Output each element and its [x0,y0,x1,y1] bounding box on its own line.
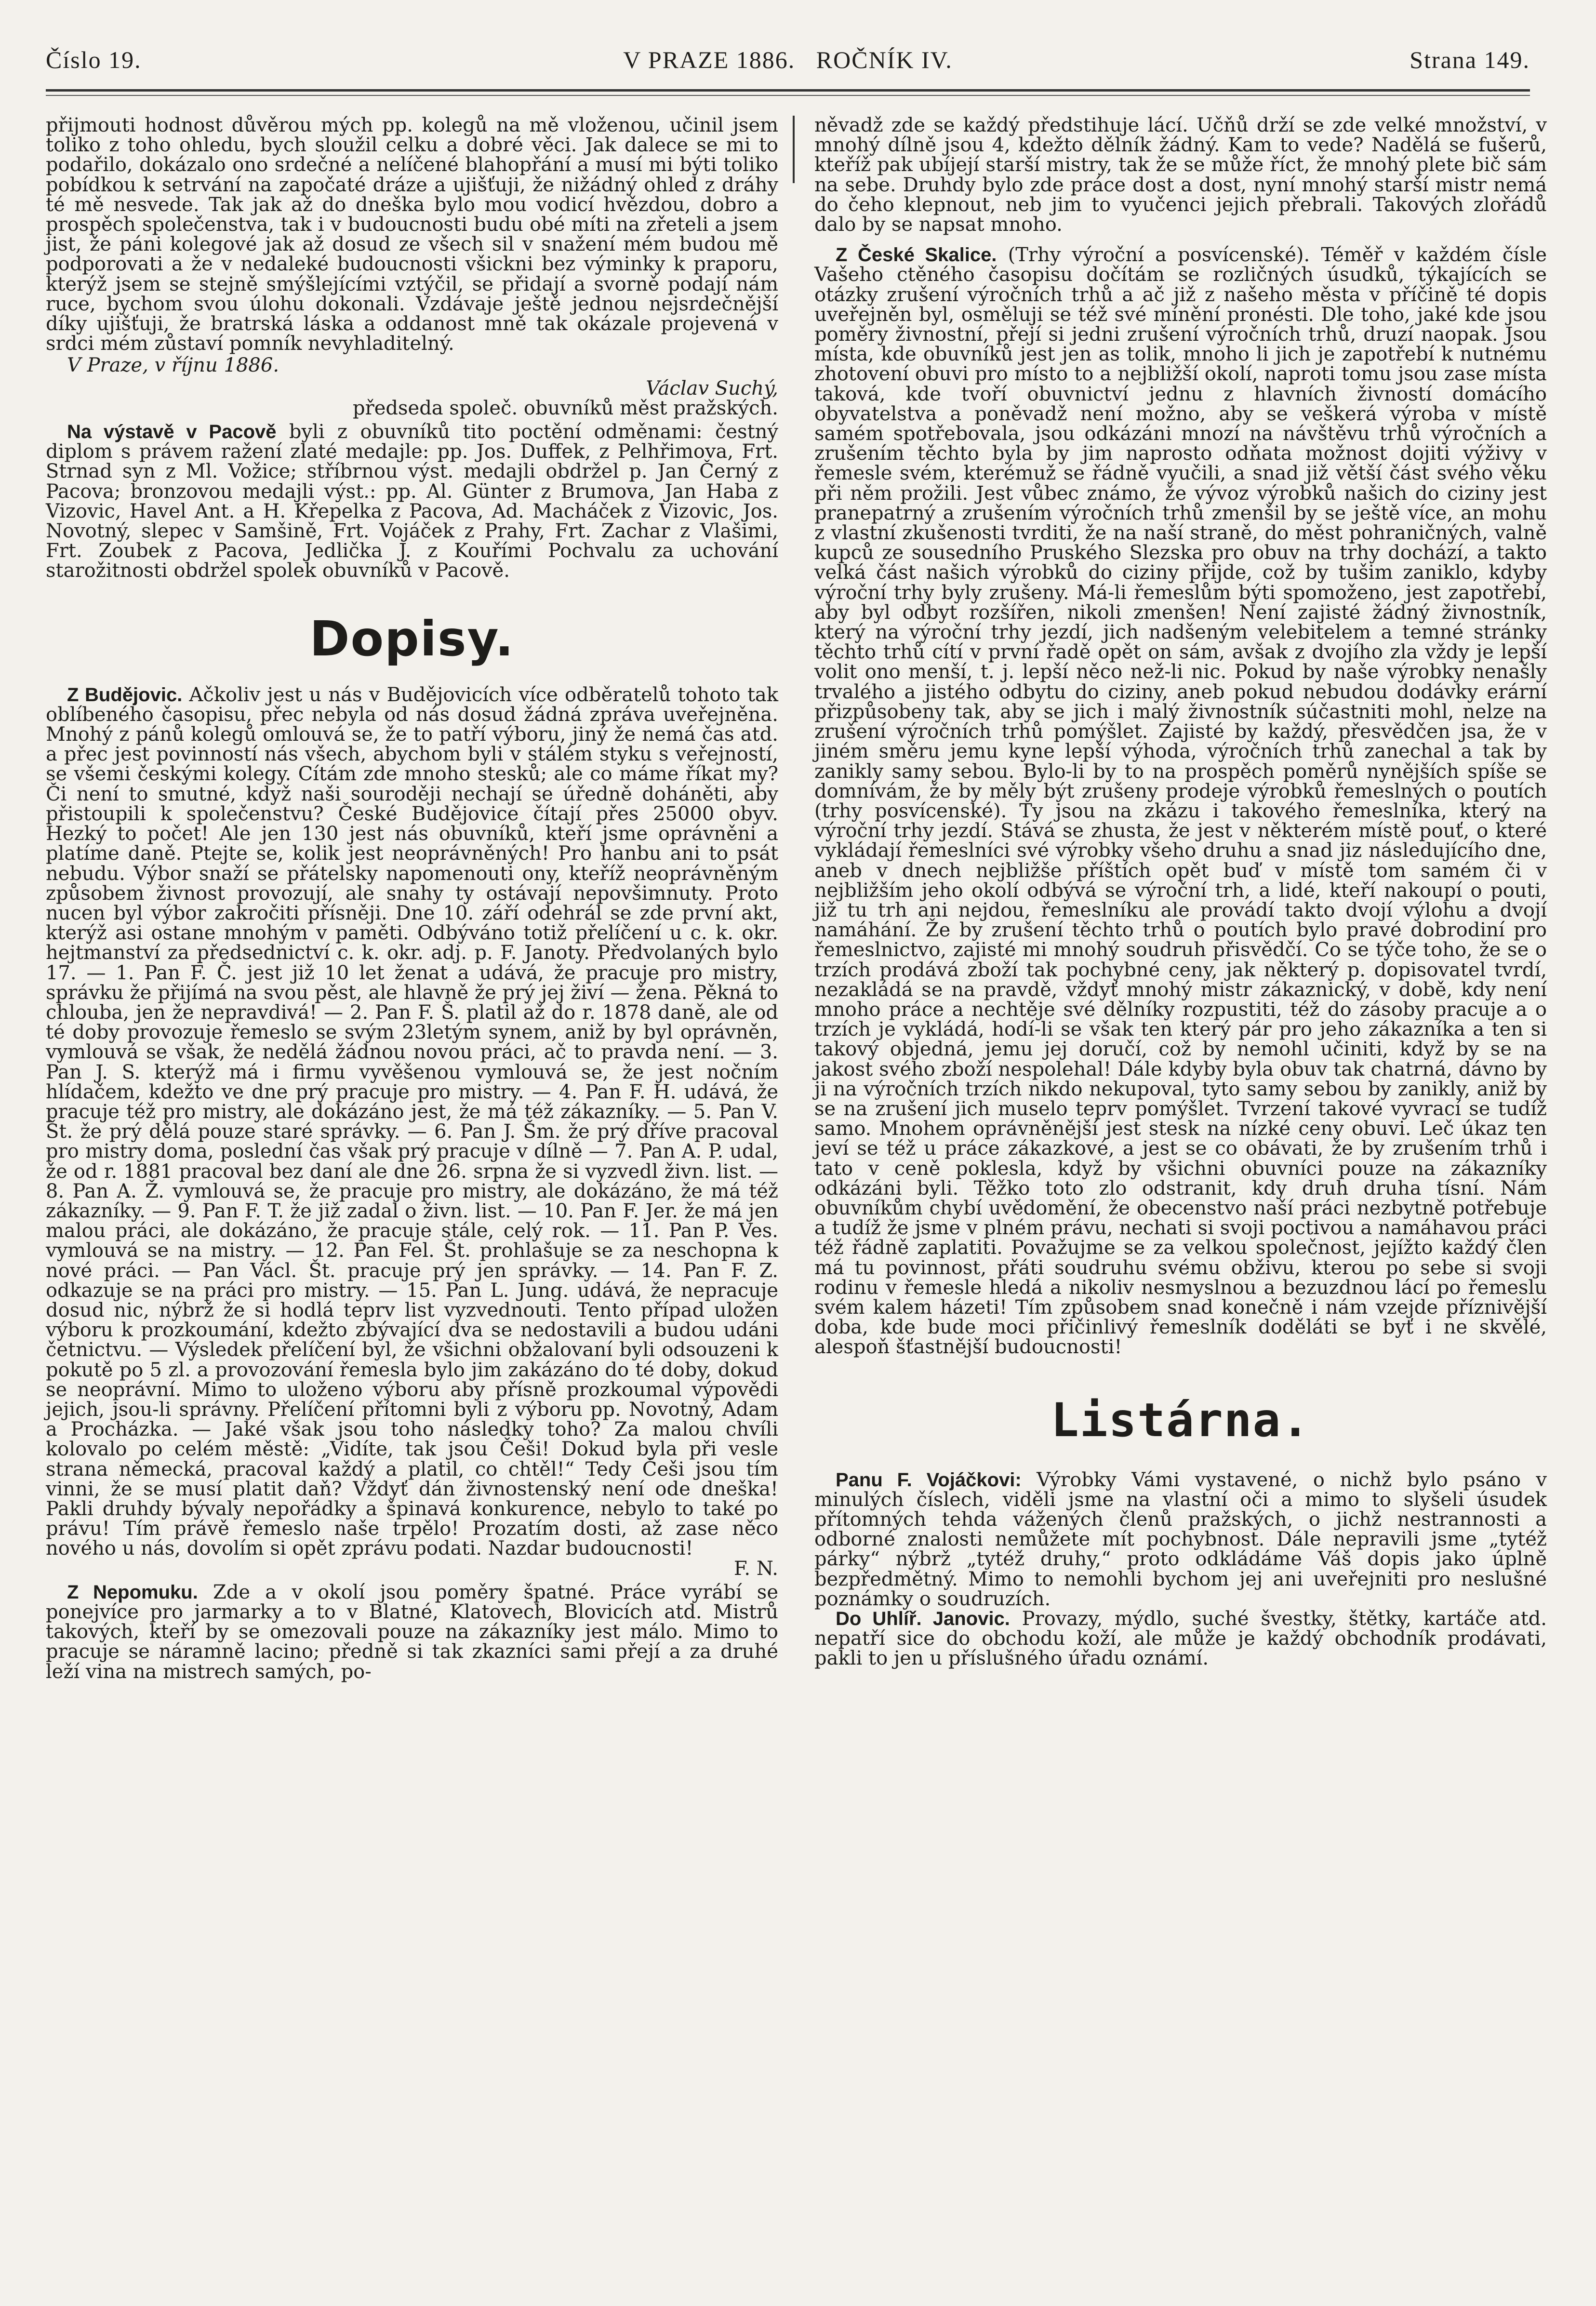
signature-title: předseda společ. obuvníků měst pražských. [352,397,778,419]
budejovice-heading: Z Budějovic. [67,684,183,706]
uhlir-text: Provazy, mýdlo, suché švestky, štětky, kartáče atd. nepatří sice do obchodu koží, ale může je každý obchodník prodávati, pakli to jen u příslušného úřadu oznámí. [814,1608,1547,1670]
uhlir-heading: Do Uhlíř. Janovic. [836,1608,1010,1630]
right-column [814,116,1547,1669]
letter-date: V Praze, v říjnu 1886. [67,354,279,377]
header-rule [46,89,1530,92]
page-number: Strana 149. [1410,46,1530,73]
section-title-dopisy: Dopisy. [309,610,515,667]
vojacek-text: Výrobky Vámi vystavené, o nichž bylo psáno v minulých číslech, viděli jsme na vlastní oči a mimo to slyšeli úsudek přítomných tehda vážených členů pražských, o jichž nestrannosti a odborné znalosti nemůžete mít pochybnost. Dále nepravili jsme „tytéž párky“ nýbrž „tytéž druhy,“ proto odkládáme Váš dopis jako úplně bezpředmětný. Mimo to nemohli bychom jej ani uveřejniti pro neslušné poznámky o soudruzích. [814,1468,1547,1610]
skalice-letter [814,245,1547,1357]
letter-signature: Václav Suchý, [646,377,778,400]
exhibition-heading: Na výstavě v Pacově [67,421,277,443]
budejovice-letter [46,685,778,1559]
header-rule-thin [46,95,1530,96]
budejovice-signature: F. N. [733,1557,778,1580]
skalice-text: (Trhy výroční a posvícenské). Téměř v každém čísle Vašeho ctěného časopisu dočítám se rozličných úsudků, týkajících se otázky zrušení výročních trhů a ač již z našeho města v příčině té dopis uveřejněn byl, osměluji se též své mínění pronésti. Dle toho, jaké kde jsou poměry živnostní, přejí si jedni zrušení výročních trhů, druzí naopak. Jsou místa, kde obuvníků jest jen as tolik, mnoho li jich je zapotřebí k nutnému zhotovení obuvi pro místo to a nejbližší okolí, naproti tomu jsou zase místa taková, kde tvoří obuvnictví jednu z hlavních živností domácího obyvatelstva a poněvadž není možno, aby se veškerá výroba v místě samém spotřebovala, jsou odkázáni mnozí na návštěvu trhů výročních a zrušením těchto byla by jim naprosto odňata možnost dojiti výživy v řemesle svém, kterémuž se řádně vyučili, a snad již větší část svého věku při něm prožili. Jest vůbec známo, že vývoz výrobků našich do ciziny jest pranepatrný a zrušením výročních trhů zmenšil by se ještě více, an mohu z vlastní zkušenosti tvrditi, že na naší straně, do měst pohraničných, valně kupců ze sousedního Pruského Slezska pro obuv na trhy dochází, a takto velká část našich výrobků do ciziny přijde, což by tušim zaniklo, kdyby výroční trhy byly zrušeny. Má-li řemeslům býti spomoženo, jest zapotřebí, aby byl odbyt rozšířen, nikoli zmenšen! Není zajisté žádný živnostník, který na výroční trhy jezdí, jich nadšeným velebitelem a temné stránky těchto trhů cítí v první řadě opět on sám, avšak z dvojího zla vždy je lepší volit ono menší, t. j. lepší něco než-li nic. Pokud by naše výrobky nenašly trvalého a jistého odbytu do ciziny, aneb pokud nebudou dodávky erární přizpůsobeny tak, aby se jich i malý živnostník súčastniti mohl, nelze na zrušení výročních trhů pomýšlet. Zajisté by každý, přesvědčen jsa, že v jiném směru jemu kyne lepší výhoda, výročních trhů zanechal a tak by zanikly samy sebou. Bylo-li by to na prospěch poměrů nynějších spíše se domnívám, že by měly být zrušeny prodeje výrobků řemeslných o poutích (trhy posvícenské). Ty jsou na zkázu i takového řemeslníka, který na výroční trhy jezdí. Stává se zhusta, že jest v některém místě pouť, o které vykládají řemeslníci své výrobky všeho druhu a snad jiz následujícího dne, aneb v dnech nejbližše příštích opět buď v místě tom samém či v nejbližším jeho okolí odbývá se výroční trh, a lidé, kteří nakoupí o pouti, již tu trh ani nejdou, řemeslníku ale provádí takto dvojí výlohu a dvojí namáhání. Že by zrušení těchto trhů o poutích bylo pravé dobrodiní pro řemeslnictvo, zajisté mi mnohý soudruh přisvědčí. Co se týče toho, že se o trzích prodává zboží tak pochybné ceny, jak některý p. dopisovatel tvrdí, nezakládá se na pravdě, vždyť mnohý mistr zákaznický, v době, kdy není mnoho práce a nechtěje své dělníky rozpustiti, též do zásoby pracuje a o trzích je vykládá, hodí-li se však ten který pár pro jeho zákazníka a ten si takový objedná, jemu jej doručí, což by nemohl učiniti, když by se na jakost svého zboží nespolehal! Dále kdyby byla obuv tak chatrná, dávno by ji na výročních trzích nikdo nekupoval, tyto samy sebou by zanikly, aniž by se na zrušení jich muselo teprv pomýšlet. Tvrzení takové vyvrací se tudíž samo. Mnohem oprávněnější jest stesk na nízké ceny obuvi. Leč úkaz ten jeví se též u práce zákazkové, a jest se co obávati, že by zrušením trhů i tato v ceně poklesla, když by všichni obuvníci pouze na zákazníky odkázáni byli. Těžko toto zlo odstranit, kdy druh druha tísní. Nám obuvníkům chybí uvědomění, že obecenstvo naší práci nezbytně potřebuje a tudíž že jsme v plném právu, nechati si svoji poctivou a namáhavou práci též řádně zaplatiti. Považujme se za velkou společnost, jejížto každý člen má tu povinnost, přáti soudruhu svému obživu, kterou po sebe si svoji rodinu v řemesle hledá a nikoliv nesmyslnou a bezuzdnou lácí po řemeslu svém kalem házeti! Tím způsobem snad konečně i nám vzejde příznivější doba, kde bude moci přičinlivý řemeslník doděláti se byť i ne skvělé, alespoň šťastnější budoucnosti! [814,244,1547,1359]
nepomuk-continuation: něvadž zde se každý předstihuje lácí. Učňů drží se zde velké množství, v mnohý dílně jsou 4, kdežto dělník žádný. Kam to vede? Nadělá se fušerů, kteříž pak ubíjejí starší mistry, tak že se může říct, že mnohý plete bič sám na sebe. Druhdy bylo zde práce dost a dost, nyní mnohý starší mistr nemá do čeho klepnout, neb jim to vyučenci jejich přebrali. Takových zlořádů dalo by se napsat mnoho. [814,114,1547,236]
column-divider [793,116,795,183]
nepomuk-letter [46,1583,778,1682]
budejovice-text: Ačkoliv jest u nás v Budějovicích více odběratelů tohoto tak oblíbeného časopisu, přec nebyla od nás dosud žádná zpráva uveřejněna. Mnohý z pánů kolegů omlouvá se, že to patří výboru, jiný že nemá čas atd. a přec jest povinností nás všech, abychom byli v stálém styku s veřejností, se všemi českými kolegy. Cítám zde mnoho stesků; ale co máme říkat my? Či není to smutné, když naši souroději nechají se úředně doháněti, aby přistoupili k společenstvu? České Budějovice čítají přes 25000 obyv. Hezký to počet! Ale jen 130 jest nás obuvníků, kteří jsme oprávněni a platíme daně. Ptejte se, kolik jest neoprávněných! Pro hanbu ani to psát nebudu. Výbor snaží se přátelsky napomenouti ony, kteříž neoprávněným způsobem živnost provozují, ale snahy ty ostávají nepovšimnuty. Proto nucen byl výbor zakročiti přísněji. Dne 10. září odehrál se zde první akt, kterýž asi ostane mnohým v paměti. Odbýváno totiž přelíčení u c. k. okr. hejtmanství za předsednictví c. k. okr. adj. p. F. Janoty. Předvolaných bylo 17. — 1. Pan F. Č. jest již 10 let ženat a udává, že pracuje pro mistry, správku že přijímá na svou pěst, ale hlavně že prý jej živí — žena. Pěkná to chlouba, jen že nepravdivá! — 2. Pan F. Š. platil až do r. 1878 daně, ale od té doby provozuje řemeslo se svým 23letým synem, aniž by byl oprávněn, vymlouvá se však, že nedělá žádnou novou práci, ač to pravda není. — 3. Pan J. S. kterýž má i firmu vyvěšenou vymlouvá se, že jest nočním hlídačem, kdežto ve dne prý pracuje pro mistry. — 4. Pan F. H. udává, že pracuje též pro mistry, ale dokázáno jest, že má též zákazníky. — 5. Pan V. Št. že prý dělá pouze staré správky. — 6. Pan J. Šm. že prý dříve pracoval pro mistry doma, poslední čas však prý pracuje v dílně — 7. Pan A. P. udal, že od r. 1881 pracoval bez daní ale dne 26. srpna že si vyzvedl živn. list. — 8. Pan A. Ž. vymlouvá se, že pracuje pro mistry, ale dokázáno, že má též zákazníky. — 9. Pan F. T. že již zadal o živn. list. — 10. Pan F. Jer. že má jen malou práci, ale dokázáno, že pracuje stále, celý rok. — 11. Pan P. Ves. vymlouvá se na mistry. — 12. Pan Fel. Št. prohlašuje se za neschopna k nové práci. — Pan Václ. Št. pracuje prý jen správky. — 14. Pan F. Z. odkazuje se na práci pro mistry. — 15. Pan L. Jung. udává, že nepracuje dosud nic, nýbrž že si hodlá teprv list vyzvednouti. Tento případ uložen výboru k prozkoumání, kdežto zbývající dva se nedostavili a budou udáni četnictvu. — Výsledek přelíčení byl, že všichni obžalovaní byli odsouzeni k pokutě po 5 zl. a provozování řemesla bylo jim zakázáno do té doby, dokud se neoprávní. Mimo to uloženo výboru aby přísně prozkoumal výpovědi jejich, jsou-li správny. Přelíčení přítomni byli z výboru pp. Novotný, Adam a Procházka. — Jaké však jsou toho následky toho? Za malou chvíli kolovalo po celém městě: „Vidíte, tak jsou Češi! Dokud byla při vesle strana německá, pracoval každý a platil, co chtěl!“ Tedy Češi jsou tím vinni, že se musí platit daň? Vždyť dán živnostenský není ode dneška! Pakli druhdy bývaly nepořádky a špinavá konkurence, nebylo to také po právu! Tím právě řemeslo naše trpělo! Prozatím dosti, až zase něco nového u nás, dovolím si opět zprávu podati. Nazdar budoucnosti! [46,683,779,1560]
vojacek-heading: Panu F. Vojáčkovi: [836,1469,1022,1491]
nepomuk-heading: Z Nepomuku. [67,1581,198,1603]
masthead-line [46,46,1530,74]
page-header [46,46,1530,89]
exhibition-paragraph [46,422,778,581]
issue-number: Číslo 19. [46,46,142,73]
section-title-listarna: Listárna. [1051,1393,1311,1447]
uhlir-reply [814,1609,1547,1669]
nepomuk-text: Zde a v okolí jsou poměry špatné. Práce vyrábí se ponejvíce pro jarmarky a to v Blatné, Klatovech, Blovicích atd. Mistrů takových, kteří by se omezovali pouze na zákazníky jest málo. Mimo to pracuje se náramně lacino; předně si tak zkazníci sami přejí a za druhé leží vina na mistrech samých, po- [46,1581,779,1683]
left-column [46,116,778,1682]
place-year: V PRAZE 1886. [623,46,796,73]
skalice-heading: Z České Skalice. [836,244,997,266]
intro-paragraph: přijmouti hodnost důvěrou mých pp. kolegů na mě vloženou, učinil jsem tolikо z toho ohledu, bych sloužil celku a dobré věci. Jak dalece se mi to podařilo, dokázalo ono srdečné a nelíčené blahopřání a musí mi býti toliko pobídkou k setrvání na započaté dráze a ujišťuji, že nižádný ohled z dráhy té mě nesvede. Tak jak až do dneška bylo mou vodicí hvězdou, dobro a prospěch společenstva, tak i v budoucnosti budu obé míti na zřeteli a jsem jist, že páni kolegové jak až dosud ze všech sil v snažení mém budou mě podporovati a že v nedaleké budoucnosti všickni bez výminky k praporu, kterýž jsem se stejně smýšlejícími vztýčil, se přidají a svorně podají nám ruce, bychom svou úlohu dokonali. Vzdávaje ještě jednou nejsrdečnější díky ujišťuji, že bratrská láska a oddanost mně tak okázale projevená v srdci mém zůstaví pomník nevyhladitelný. [46,114,778,355]
volume: ROČNÍK IV. [816,46,953,73]
vojacek-reply [814,1470,1547,1609]
exhibition-text: byli z obuvníků tito poctění odměnami: čestný diplom s právem ražení zlaté medajle: pp. Jos. Duffek, z Pelhřimova, Frt. Strnad syn z Ml. Vožice; stříbrnou výst. medajli obdržel p. Jan Černý z Pacova; bronzovou medajli výst.: pp. Al. Günter z Brumova, Jan Haba z Vizovic, Havel Ant. a H. Křepelka z Pacova, Ad. Macháček z Vizovic, Jos. Novotný, slepec v Samšině, Frt. Vojáček z Prahy, Frt. Zachar z Vlašimi, Frt. Zoubek z Pacova, Jedlička J. z Kouřími Pochvalu za uchování starožitnosti obdržel spolek obuvníků v Pacově. [46,421,778,582]
